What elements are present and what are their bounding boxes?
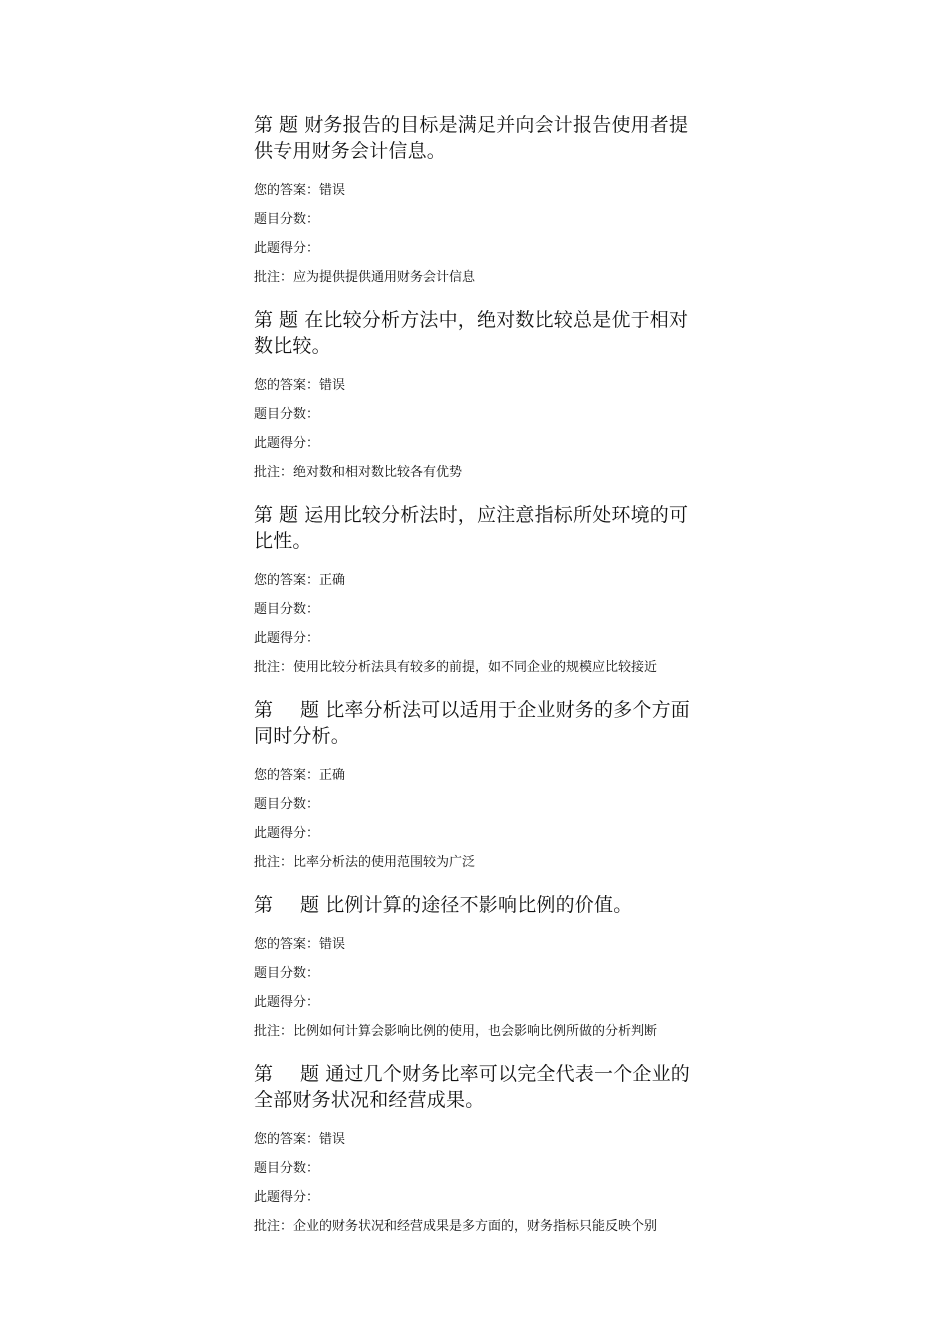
note-row xyxy=(254,1017,704,1046)
note-value: 绝对数和相对数比较各有优势 xyxy=(293,465,463,480)
note-row xyxy=(254,1212,704,1241)
question-prefix-b: 题 xyxy=(300,894,320,916)
your-answer-row xyxy=(254,761,704,790)
your-answer-row xyxy=(254,371,704,400)
question-prefix-b: 题 xyxy=(300,699,320,721)
your-answer-label: 您的答案： xyxy=(254,1132,320,1147)
earned-score-label: 此题得分： xyxy=(254,631,320,646)
question-text xyxy=(254,112,704,164)
earned-score-row xyxy=(254,819,704,848)
question-list xyxy=(254,112,704,1241)
note-label: 批注： xyxy=(254,270,294,285)
your-answer-row xyxy=(254,1125,704,1154)
question-prefix-a: 第 xyxy=(254,1063,274,1085)
earned-score-label: 此题得分： xyxy=(254,436,320,451)
your-answer-row xyxy=(254,566,704,595)
your-answer-label: 您的答案： xyxy=(254,937,320,952)
question-prefix xyxy=(254,307,304,333)
question-score-row xyxy=(254,400,704,429)
question-body: 运用比较分析法时，应注意指标所处环境的可比性。 xyxy=(254,504,689,552)
question-prefix xyxy=(254,112,304,138)
question-prefix-a: 第 xyxy=(254,504,274,526)
earned-score-row xyxy=(254,429,704,458)
earned-score-label: 此题得分： xyxy=(254,826,320,841)
note-label: 批注： xyxy=(254,660,294,675)
note-label: 批注： xyxy=(254,1219,294,1234)
question-text xyxy=(254,892,704,918)
earned-score-label: 此题得分： xyxy=(254,995,320,1010)
question-5 xyxy=(254,892,704,1046)
question-body: 财务报告的目标是满足并向会计报告使用者提供专用财务会计信息。 xyxy=(254,114,689,162)
question-prefix-a: 第 xyxy=(254,309,274,331)
question-prefix xyxy=(254,892,325,918)
question-body: 比例计算的途径不影响比例的价值。 xyxy=(325,894,633,916)
question-score-label: 题目分数： xyxy=(254,407,320,422)
note-value: 企业的财务状况和经营成果是多方面的，财务指标只能反映个别 xyxy=(293,1219,658,1234)
question-score-label: 题目分数： xyxy=(254,966,320,981)
question-prefix-a: 第 xyxy=(254,699,274,721)
your-answer-label: 您的答案： xyxy=(254,768,320,783)
your-answer-value: 正确 xyxy=(319,768,346,783)
question-prefix-a: 第 xyxy=(254,114,274,136)
earned-score-label: 此题得分： xyxy=(254,1190,320,1205)
question-score-label: 题目分数： xyxy=(254,212,320,227)
question-score-row xyxy=(254,205,704,234)
your-answer-value: 错误 xyxy=(319,378,346,393)
question-body: 比率分析法可以适用于企业财务的多个方面同时分析。 xyxy=(254,699,691,747)
note-row xyxy=(254,458,704,487)
note-row xyxy=(254,848,704,877)
question-score-row xyxy=(254,1154,704,1183)
your-answer-value: 错误 xyxy=(319,937,346,952)
your-answer-label: 您的答案： xyxy=(254,183,320,198)
question-prefix-a: 第 xyxy=(254,894,274,916)
note-value: 比率分析法的使用范围较为广泛 xyxy=(293,855,476,870)
question-score-row xyxy=(254,790,704,819)
your-answer-value: 正确 xyxy=(319,573,346,588)
question-score-row xyxy=(254,959,704,988)
note-row xyxy=(254,653,704,682)
question-text xyxy=(254,697,704,749)
earned-score-label: 此题得分： xyxy=(254,241,320,256)
question-1 xyxy=(254,112,704,292)
your-answer-row xyxy=(254,176,704,205)
question-text xyxy=(254,1061,704,1113)
earned-score-row xyxy=(254,234,704,263)
question-text xyxy=(254,502,704,554)
question-text xyxy=(254,307,704,359)
question-prefix-b: 题 xyxy=(279,504,299,526)
note-value: 应为提供提供通用财务会计信息 xyxy=(293,270,476,285)
note-value: 比例如何计算会影响比例的使用，也会影响比例所做的分析判断 xyxy=(293,1024,658,1039)
question-3 xyxy=(254,502,704,682)
question-body: 通过几个财务比率可以完全代表一个企业的全部财务状况和经营成果。 xyxy=(254,1063,691,1111)
note-label: 批注： xyxy=(254,855,294,870)
note-row xyxy=(254,263,704,292)
question-score-label: 题目分数： xyxy=(254,1161,320,1176)
your-answer-label: 您的答案： xyxy=(254,573,320,588)
question-prefix xyxy=(254,502,304,528)
question-4 xyxy=(254,697,704,877)
your-answer-value: 错误 xyxy=(319,183,346,198)
question-2 xyxy=(254,307,704,487)
your-answer-value: 错误 xyxy=(319,1132,346,1147)
question-6 xyxy=(254,1061,704,1241)
question-prefix-b: 题 xyxy=(279,114,299,136)
question-prefix xyxy=(254,1061,325,1087)
your-answer-label: 您的答案： xyxy=(254,378,320,393)
question-prefix xyxy=(254,697,325,723)
question-score-label: 题目分数： xyxy=(254,602,320,617)
question-score-label: 题目分数： xyxy=(254,797,320,812)
note-label: 批注： xyxy=(254,465,294,480)
your-answer-row xyxy=(254,930,704,959)
note-value: 使用比较分析法具有较多的前提，如不同企业的规模应比较接近 xyxy=(293,660,658,675)
question-score-row xyxy=(254,595,704,624)
question-prefix-b: 题 xyxy=(300,1063,320,1085)
question-prefix-b: 题 xyxy=(279,309,299,331)
earned-score-row xyxy=(254,988,704,1017)
note-label: 批注： xyxy=(254,1024,294,1039)
earned-score-row xyxy=(254,624,704,653)
question-body: 在比较分析方法中，绝对数比较总是优于相对数比较。 xyxy=(254,309,689,357)
earned-score-row xyxy=(254,1183,704,1212)
